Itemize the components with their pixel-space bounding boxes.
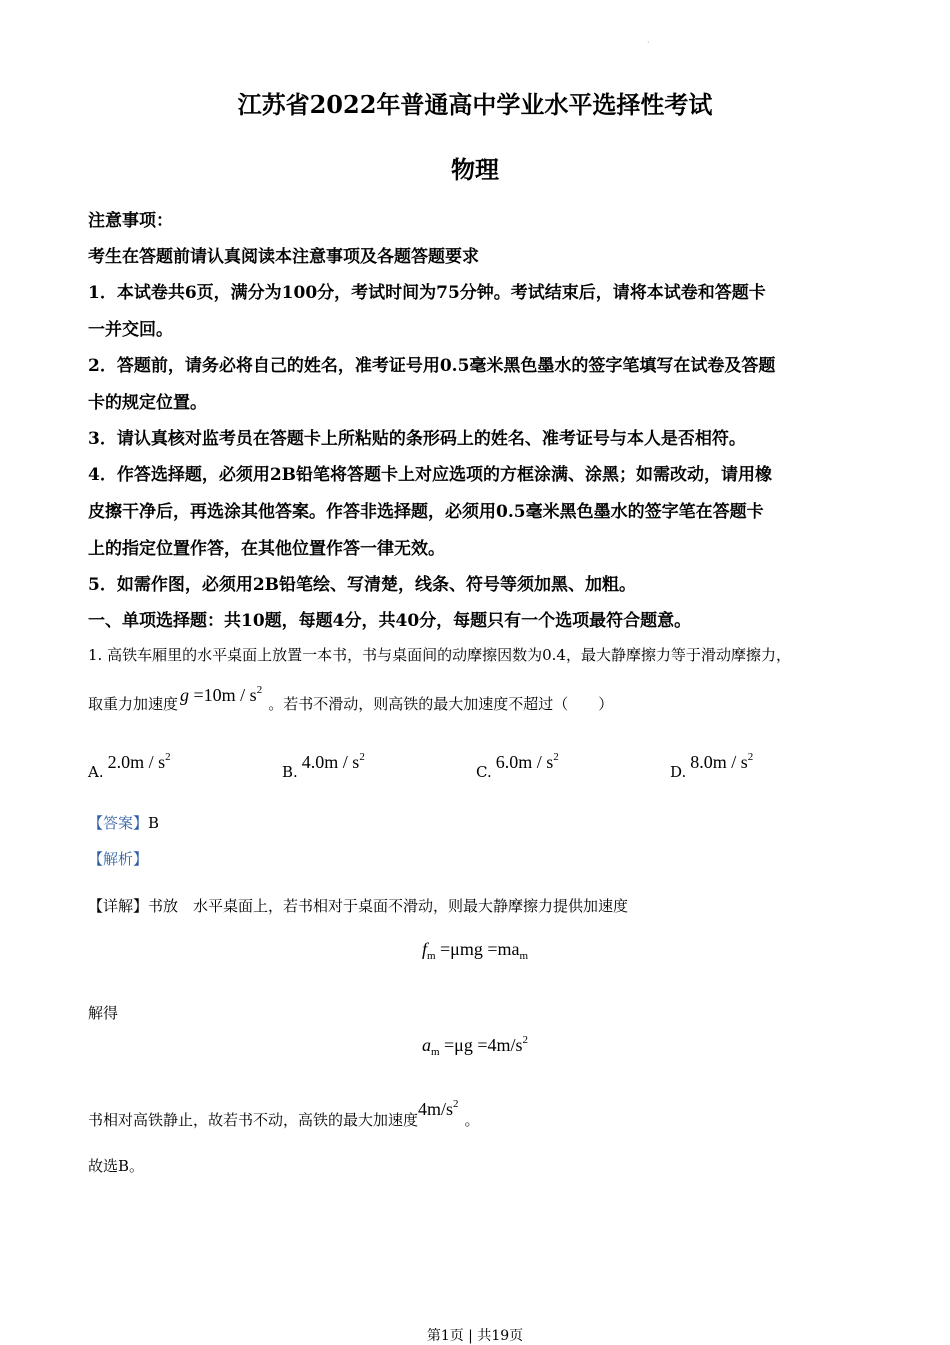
notice-item-1-line-2: 一并交回。: [88, 320, 173, 340]
option-c[interactable]: C. $6.0m / s^2$: [476, 751, 559, 781]
notice-item-5: 5．如需作图，必须用2B铅笔绘、写清楚，线条、符号等须加黑、加粗。: [88, 575, 637, 595]
notice-item-2-line-2: 卡的规定位置。: [88, 393, 207, 413]
answer-value: B: [148, 814, 160, 832]
question-1-suffix: 。若书不滑动，则高铁的最大加速度不超过（ ）: [268, 695, 614, 713]
notice-item-3: 3．请认真核对监考员在答题卡上所粘贴的条形码上的姓名、准考证号与本人是否相符。: [88, 429, 746, 449]
notice-heading: 注意事项：: [88, 211, 173, 231]
option-b[interactable]: B. $4.0m / s^2$: [282, 751, 365, 781]
equation-friction: $f_m =\mu mg =ma_m$: [421, 939, 529, 962]
decorative-dot: ·: [647, 38, 650, 47]
solve-label: 解得: [88, 1004, 119, 1022]
gravity-formula: $g =10m / s^2$: [180, 684, 263, 705]
conclusion-line: 书相对高铁静止，故若书不动，高铁的最大加速度$4m/s^2$。: [88, 1098, 480, 1129]
question-1-line-2: [88, 684, 614, 714]
detail-tag: 【详解】: [88, 897, 149, 915]
equation-acceleration: $a_m =\mu g =4m/s^2$: [421, 1034, 529, 1058]
conclusion-value: $4m/s^2$: [418, 1098, 459, 1119]
answer-line: [88, 812, 159, 833]
page-footer: 第1页 | 共19页: [426, 1328, 524, 1344]
section-heading: 一、单项选择题：共10题，每题4分，共40分，每题只有一个选项最符合题意。: [88, 611, 692, 631]
answer-tag: 【答案】: [88, 814, 149, 832]
exam-title: 江苏省2022年普通高中学业水平选择性考试: [237, 90, 713, 119]
detail-text: 书放 水平桌面上，若书相对于桌面不滑动，则最大静摩擦力提供加速度: [148, 897, 629, 915]
notice-item-4-line-1: 4．作答选择题，必须用2B铅笔将答题卡上对应选项的方框涂满、涂黑；如需改动，请用橡: [88, 465, 773, 485]
final-answer: 故选B。: [88, 1157, 145, 1175]
notice-item-2-line-1: 2．答题前，请务必将自己的姓名，准考证号用0.5毫米黑色墨水的签字笔填写在试卷及答题: [88, 356, 776, 376]
option-a[interactable]: A. $2.0m / s^2$: [88, 751, 171, 781]
subject-title: 物理: [451, 155, 499, 184]
notice-item-1-line-1: 1．本试卷共6页，满分为100分，考试时间为75分钟。考试结束后，请将本试卷和答题卡: [88, 283, 766, 303]
notice-intro: 考生在答题前请认真阅读本注意事项及各题答题要求: [88, 247, 479, 267]
question-1-prefix: 取重力加速度: [88, 695, 179, 713]
analysis-tag: 【解析】: [88, 850, 149, 868]
detail-line: [88, 895, 628, 916]
option-d[interactable]: D. $8.0m / s^2$: [670, 751, 754, 781]
question-1-line-1: 1. 高铁车厢里的水平桌面上放置一本书，书与桌面间的动摩擦因数为0.4，最大静摩擦力等于滑动摩擦力，: [88, 646, 791, 664]
notice-item-4-line-3: 上的指定位置作答，在其他位置作答一律无效。: [88, 539, 445, 559]
notice-item-4-line-2: 皮擦干净后，再选涂其他答案。作答非选择题，必须用0.5毫米黑色墨水的签字笔在答题卡: [88, 502, 764, 522]
